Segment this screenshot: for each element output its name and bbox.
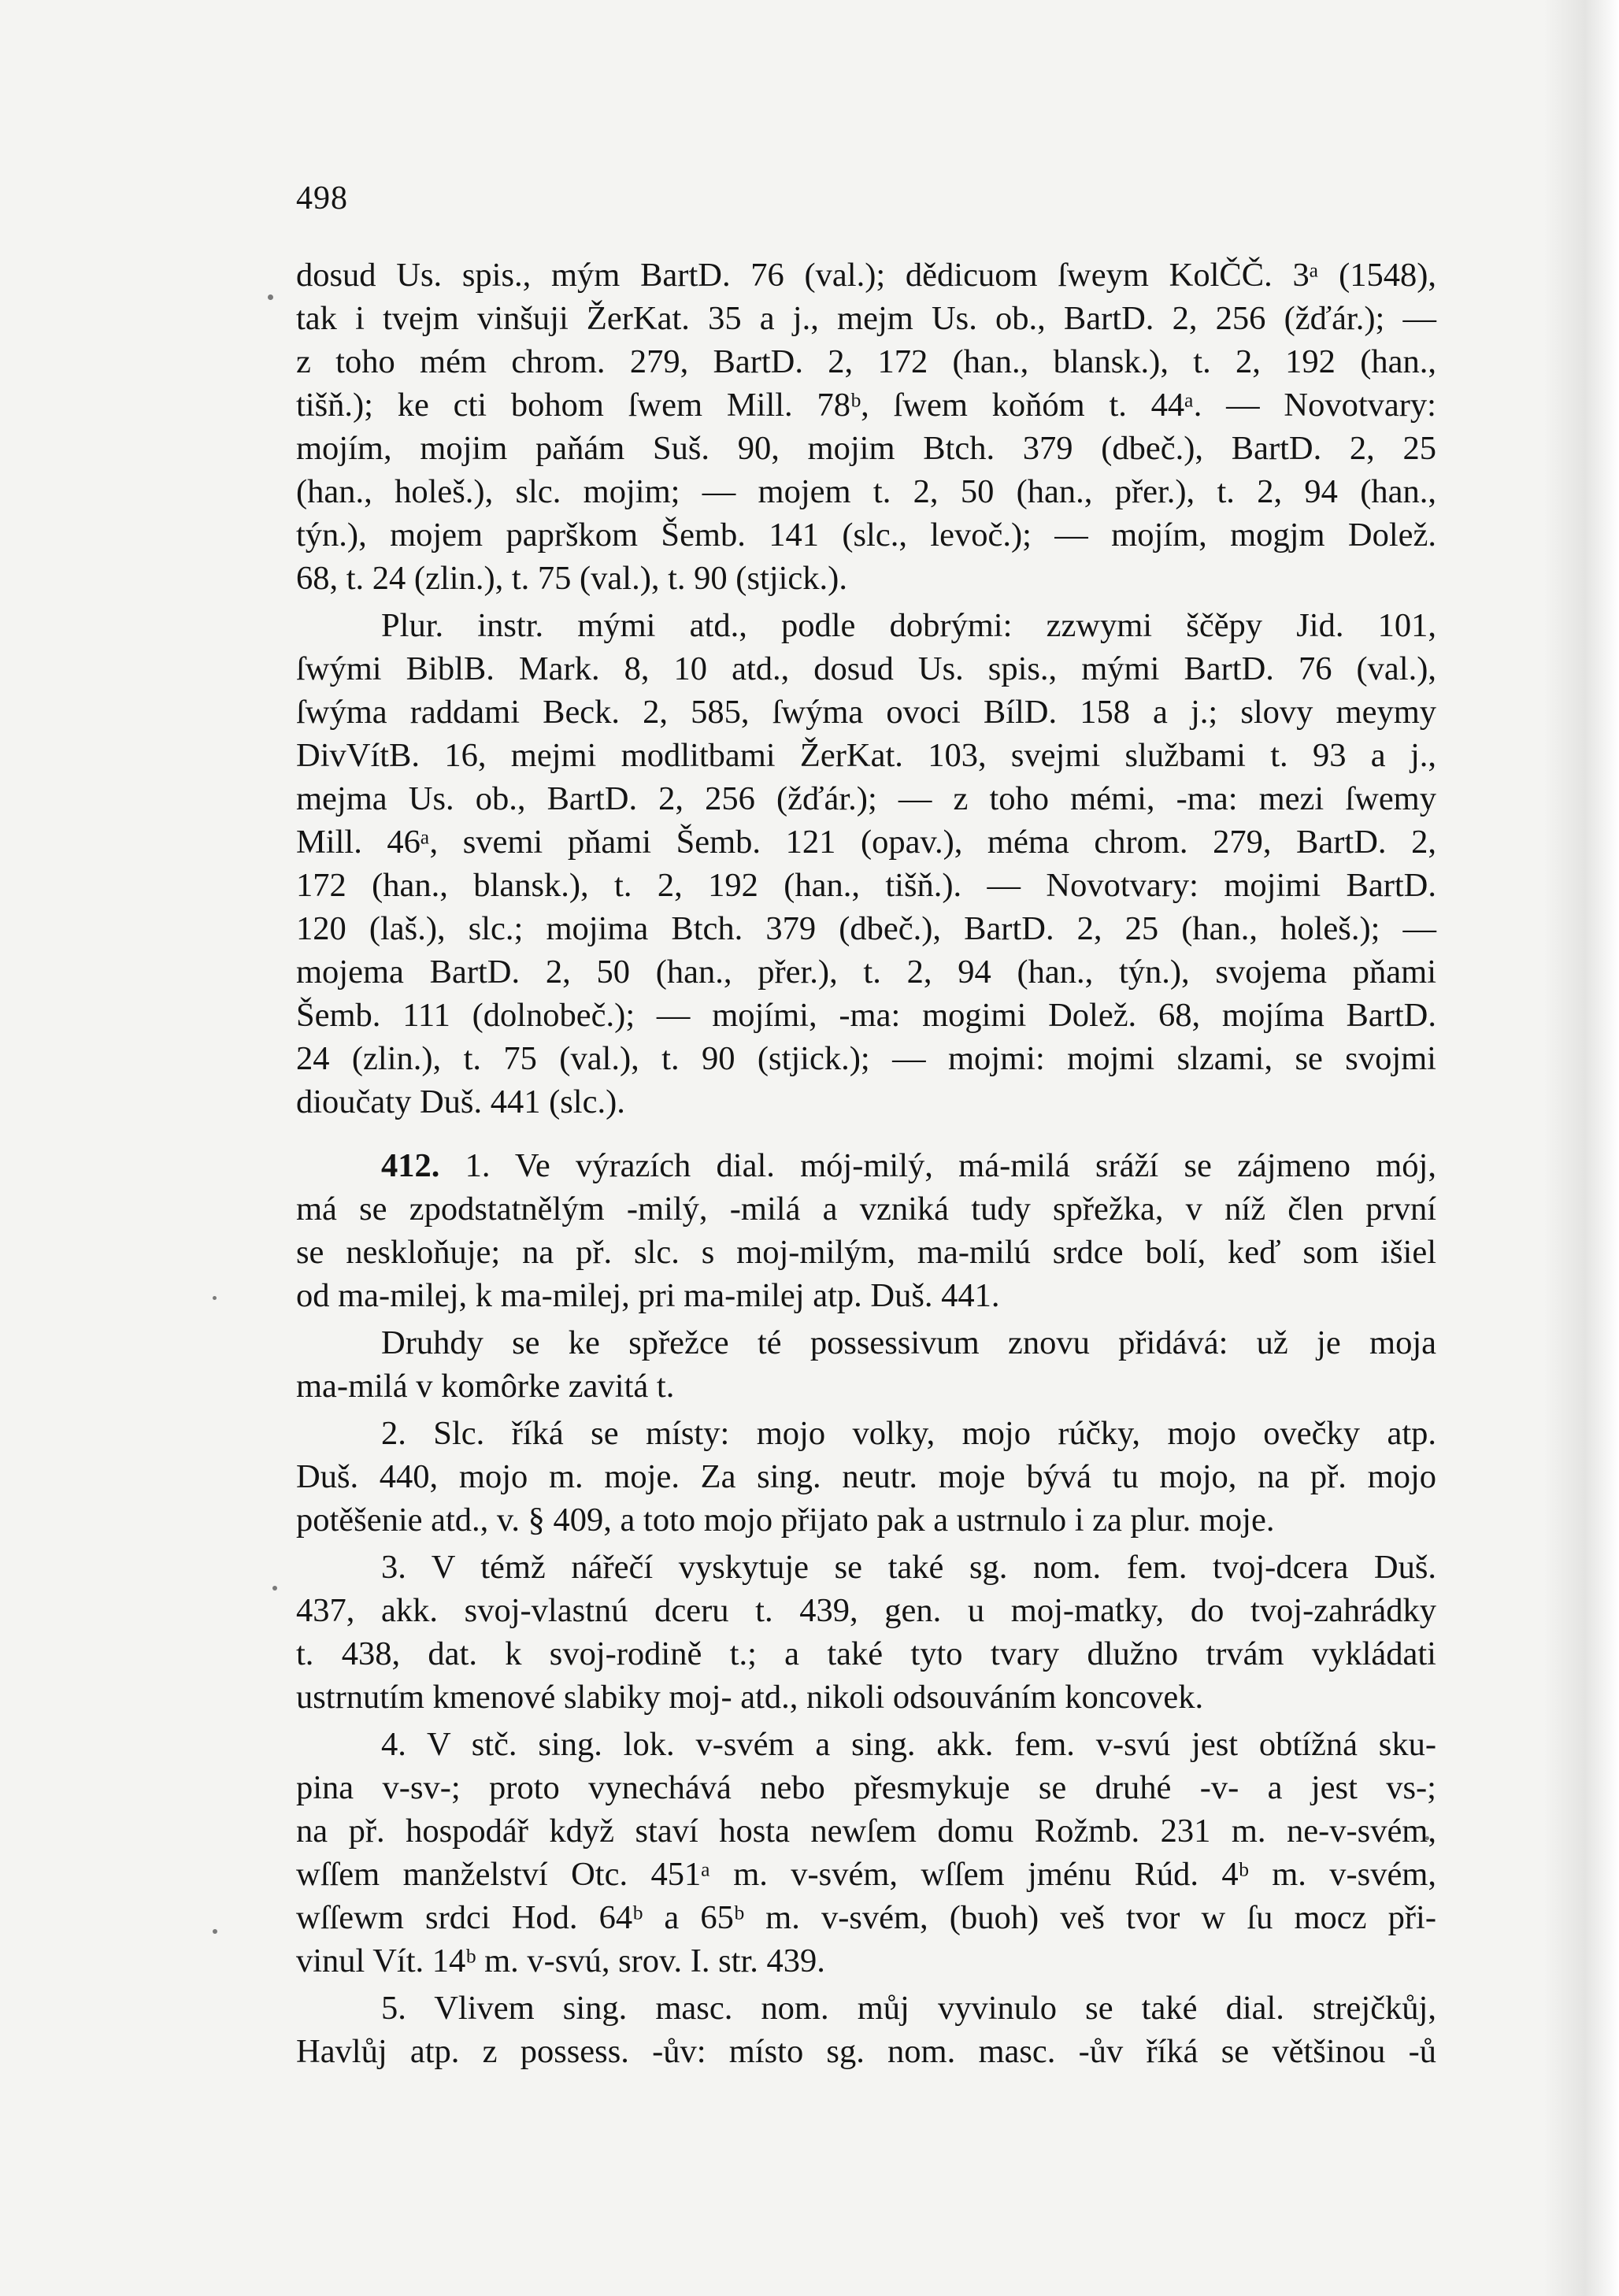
text-line: tišň.); ke cti bohom ſwem Mill. 78ᵇ, ſwem koňóm t. 44ᵃ. — Novotvary: <box>296 387 1436 424</box>
text-line: 24 (zlin.), t. 75 (val.), t. 90 (stjick.); — mojmi: mojmi slzami, se svojmi <box>296 1040 1436 1077</box>
text-line: Plur. instr. mými atd., podle dobrými: zzwymi ščěpy Jid. 101, <box>381 607 1436 644</box>
text-line: pina v-sv-; proto vynechává nebo přesmykuje se druhé -v- a jest vs-; <box>296 1769 1436 1806</box>
text-line: dioučaty Duš. 441 (slc.). <box>296 1083 625 1120</box>
scan-speck <box>213 1929 217 1934</box>
text-line: se neskloňuje; na př. slc. s moj-milým, ma-milú srdce bolí, keď som išiel <box>296 1234 1436 1271</box>
paragraph-point-5 <box>296 1987 1436 2073</box>
text-line <box>296 1144 1436 1187</box>
text-line: má se zpodstatnělým -milý, -milá a vzniká tudy spřežka, v níž člen první <box>296 1191 1436 1228</box>
section-line-text: 1. Ve výrazích dial. mój-milý, má-milá sráží se zájmeno mój, <box>439 1147 1436 1184</box>
text-line: 120 (laš.), slc.; mojima Btch. 379 (dbeč.), BartD. 2, 25 (han., holeš.); — <box>296 910 1436 947</box>
text-line: 437, akk. svoj-vlastnú dceru t. 439, gen. u moj-matky, do tvoj-zahrádky <box>296 1592 1436 1629</box>
page-edge <box>1543 0 1619 2296</box>
text-line: mojím, mojim paňám Suš. 90, mojim Btch. 379 (dbeč.), BartD. 2, 25 <box>296 430 1436 467</box>
text-line: ſwými BiblB. Mark. 8, 10 atd., dosud Us. spis., mými BartD. 76 (val.), <box>296 650 1436 687</box>
text-line: dosud Us. spis., mým BartD. 76 (val.); dědicuom ſweym KolČČ. 3ᵃ (1548), <box>296 257 1436 294</box>
paragraph-druhdy <box>296 1321 1436 1408</box>
text-line: na př. hospodář když staví hosta newſem domu Rožmb. 231 m. ne-v-svém, <box>296 1813 1436 1850</box>
text-line: potěšenie atd., v. § 409, a toto mojo přijato pak a ustrnulo i za plur. moje. <box>296 1502 1275 1539</box>
paragraph-point-2 <box>296 1412 1436 1542</box>
text-line: 68, t. 24 (zlin.), t. 75 (val.), t. 90 (stjick.). <box>296 560 847 597</box>
text-line: DivVítB. 16, mejmi modlitbami ŽerKat. 103, svejmi službami t. 93 a j., <box>296 737 1436 774</box>
text-line: tak i tvejm vinšuji ŽerKat. 35 a j., mejm Us. ob., BartD. 2, 256 (žďár.); — <box>296 300 1436 337</box>
paragraph-possessive-forms <box>296 254 1436 600</box>
text-line: 5. Vlivem sing. masc. nom. můj vyvinulo se také dial. strejčkůj, <box>381 1990 1436 2027</box>
text-line: 172 (han., blansk.), t. 2, 192 (han., tišň.). — Novotvary: mojimi BartD. <box>296 867 1436 904</box>
page-text <box>296 254 1436 2073</box>
text-line: mejma Us. ob., BartD. 2, 256 (žďár.); — z toho mémi, -ma: mezi ſwemy <box>296 780 1436 817</box>
text-line: vinul Vít. 14ᵇ m. v-svú, srov. I. str. 439. <box>296 1942 825 1979</box>
section-number: 412. <box>381 1147 440 1184</box>
text-line: Šemb. 111 (dolnobeč.); — mojími, -ma: mogimi Dolež. 68, mojíma BartD. <box>296 997 1436 1034</box>
text-line: ma-milá v komôrke zavitá t. <box>296 1368 675 1405</box>
page-number: 498 <box>296 180 348 217</box>
text-line: 3. V témž nářečí vyskytuje se také sg. nom. fem. tvoj-dcera Duš. <box>381 1549 1436 1586</box>
text-line: z toho mém chrom. 279, BartD. 2, 172 (han., blansk.), t. 2, 192 (han., <box>296 343 1436 380</box>
text-line: t. 438, dat. k svoj-rodině t.; a také tyto tvary dlužno trvám vykládati <box>296 1635 1436 1672</box>
scan-speck <box>213 1296 217 1300</box>
text-line: wſſem manželství Otc. 451ᵃ m. v-svém, wſſem jménu Rúd. 4ᵇ m. v-svém, <box>296 1856 1436 1893</box>
text-line: od ma-milej, k ma-milej, pri ma-milej atp. Duš. 441. <box>296 1277 1000 1314</box>
scan-speck <box>268 294 273 300</box>
text-line: ſwýma raddami Beck. 2, 585, ſwýma ovoci BílD. 158 a j.; slovy meymy <box>296 694 1436 731</box>
text-line: 4. V stč. sing. lok. v-svém a sing. akk. fem. v-svú jest obtížná sku- <box>381 1726 1436 1763</box>
text-line: mojema BartD. 2, 50 (han., přer.), t. 2, 94 (han., týn.), svojema pňami <box>296 954 1436 991</box>
text-line: Druhdy se ke spřežce té possessivum znovu přidává: už je moja <box>381 1324 1436 1361</box>
text-line: 2. Slc. říká se místy: mojo volky, mojo rúčky, mojo ovečky atp. <box>381 1415 1436 1452</box>
text-line: Mill. 46ᵃ, svemi pňami Šemb. 121 (opav.), méma chrom. 279, BartD. 2, <box>296 824 1436 861</box>
text-line: Duš. 440, mojo m. moje. Za sing. neutr. moje bývá tu mojo, na př. mojo <box>296 1458 1436 1495</box>
scan-speck <box>272 1586 277 1591</box>
text-line: (han., holeš.), slc. mojim; — mojem t. 2, 50 (han., přer.), t. 2, 94 (han., <box>296 473 1436 510</box>
text-line: ustrnutím kmenové slabiky moj- atd., nikoli odsouváním koncovek. <box>296 1679 1204 1716</box>
text-line: týn.), mojem paprškom Šemb. 141 (slc., levoč.); — mojím, mogjm Dolež. <box>296 517 1436 554</box>
paragraph-section-412 <box>296 1144 1436 1317</box>
paragraph-point-3 <box>296 1546 1436 1719</box>
text-line: wſſewm srdci Hod. 64ᵇ a 65ᵇ m. v-svém, (buoh) veš tvor w ſu mocz při- <box>296 1899 1436 1936</box>
paragraph-point-4 <box>296 1723 1436 1983</box>
paragraph-plural-instrumental <box>296 604 1436 1124</box>
text-line: Havlůj atp. z possess. -ův: místo sg. nom. masc. -ův říká se většinou -ů <box>296 2033 1436 2070</box>
